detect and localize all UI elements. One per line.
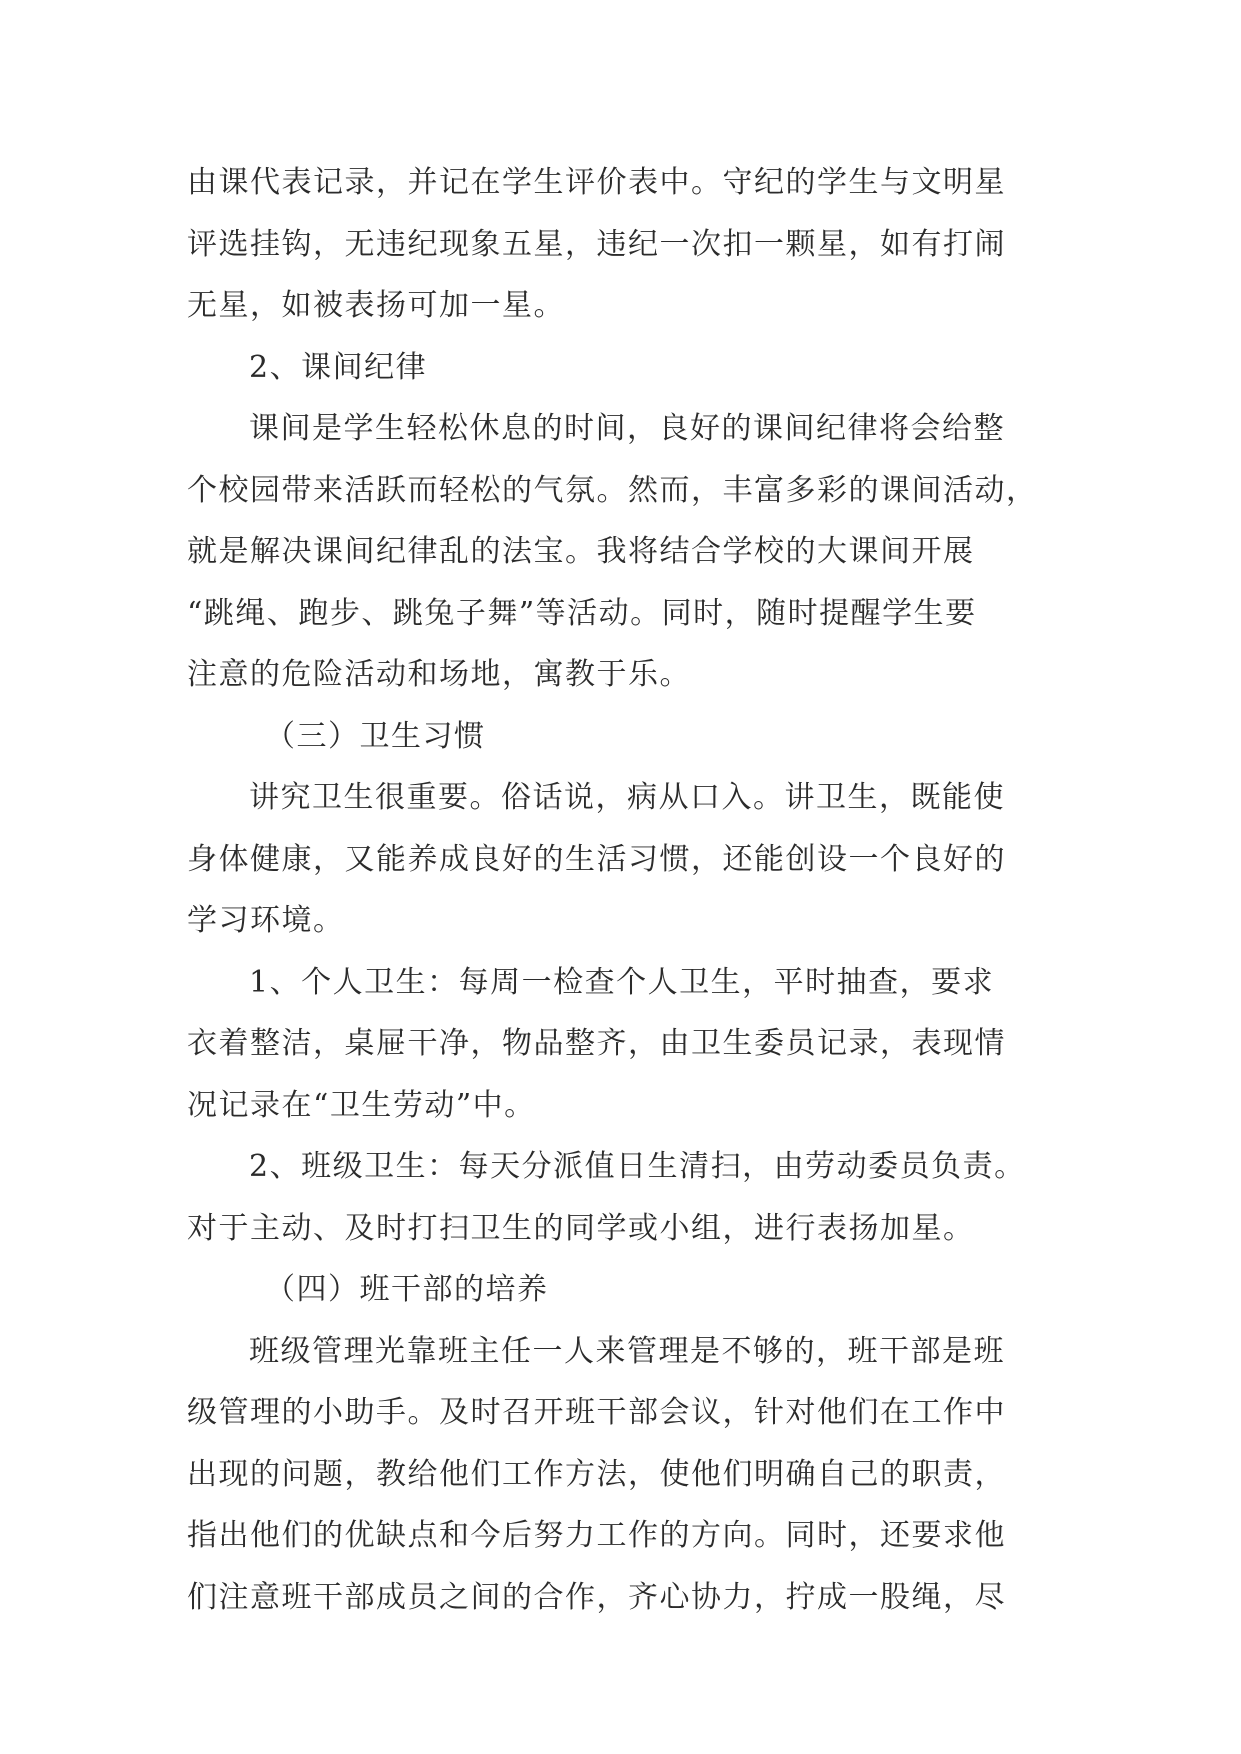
- text-line: 评选挂钩，无违纪现象五星，违纪一次扣一颗星，如有打闹: [187, 226, 1006, 262]
- text-line: 对于主动、及时打扫卫生的同学或小组，进行表扬加星。: [187, 1210, 975, 1246]
- text-line: 学习环境。: [187, 903, 345, 938]
- text-line: 注意的危险活动和场地，寓教于乐。: [187, 657, 691, 692]
- text-line: 个校园带来活跃而轻松的气氛。然而，丰富多彩的课间活动，: [187, 472, 1038, 508]
- document-body: [187, 152, 1067, 1628]
- text-line: 1、个人卫生：每周一检查个人卫生，平时抽查，要求: [249, 964, 995, 1000]
- text-line: 出现的问题，教给他们工作方法，使他们明确自己的职责，: [187, 1456, 1006, 1492]
- text-line: 班级管理光靠班主任一人来管理是不够的，班干部是班: [249, 1333, 1005, 1369]
- text-line: 讲究卫生很重要。俗话说，病从口入。讲卫生，既能使: [249, 780, 1005, 815]
- text-line: 级管理的小助手。及时召开班干部会议，针对他们在工作中: [187, 1395, 1006, 1430]
- section-heading: 2、课间纪律: [249, 349, 428, 385]
- text-line: 无星，如被表扬可加一星。: [187, 288, 565, 323]
- text-line: 况记录在“卫生劳动”中。: [187, 1087, 536, 1123]
- section-heading: （四）班干部的培养: [265, 1272, 549, 1307]
- text-line: “跳绳、跑步、跳兔子舞”等活动。同时，随时提醒学生要: [187, 595, 977, 631]
- text-line: 由课代表记录，并记在学生评价表中。守纪的学生与文明星: [187, 165, 1006, 200]
- text-line: 2、班级卫生：每天分派值日生清扫，由劳动委员负责。: [249, 1149, 1026, 1184]
- text-line: 身体健康，又能养成良好的生活习惯，还能创设一个良好的: [187, 841, 1006, 877]
- text-line: 指出他们的优缺点和今后努力工作的方向。同时，还要求他: [187, 1518, 1006, 1553]
- section-heading: （三）卫生习惯: [265, 718, 486, 754]
- text-line: 衣着整洁，桌屉干净，物品整齐，由卫生委员记录，表现情: [187, 1026, 1006, 1061]
- text-line: 就是解决课间纪律乱的法宝。我将结合学校的大课间开展: [187, 534, 975, 569]
- text-line: 们注意班干部成员之间的合作，齐心协力，拧成一股绳，尽: [187, 1579, 1006, 1615]
- text-line: 课间是学生轻松休息的时间，良好的课间纪律将会给整: [249, 411, 1005, 446]
